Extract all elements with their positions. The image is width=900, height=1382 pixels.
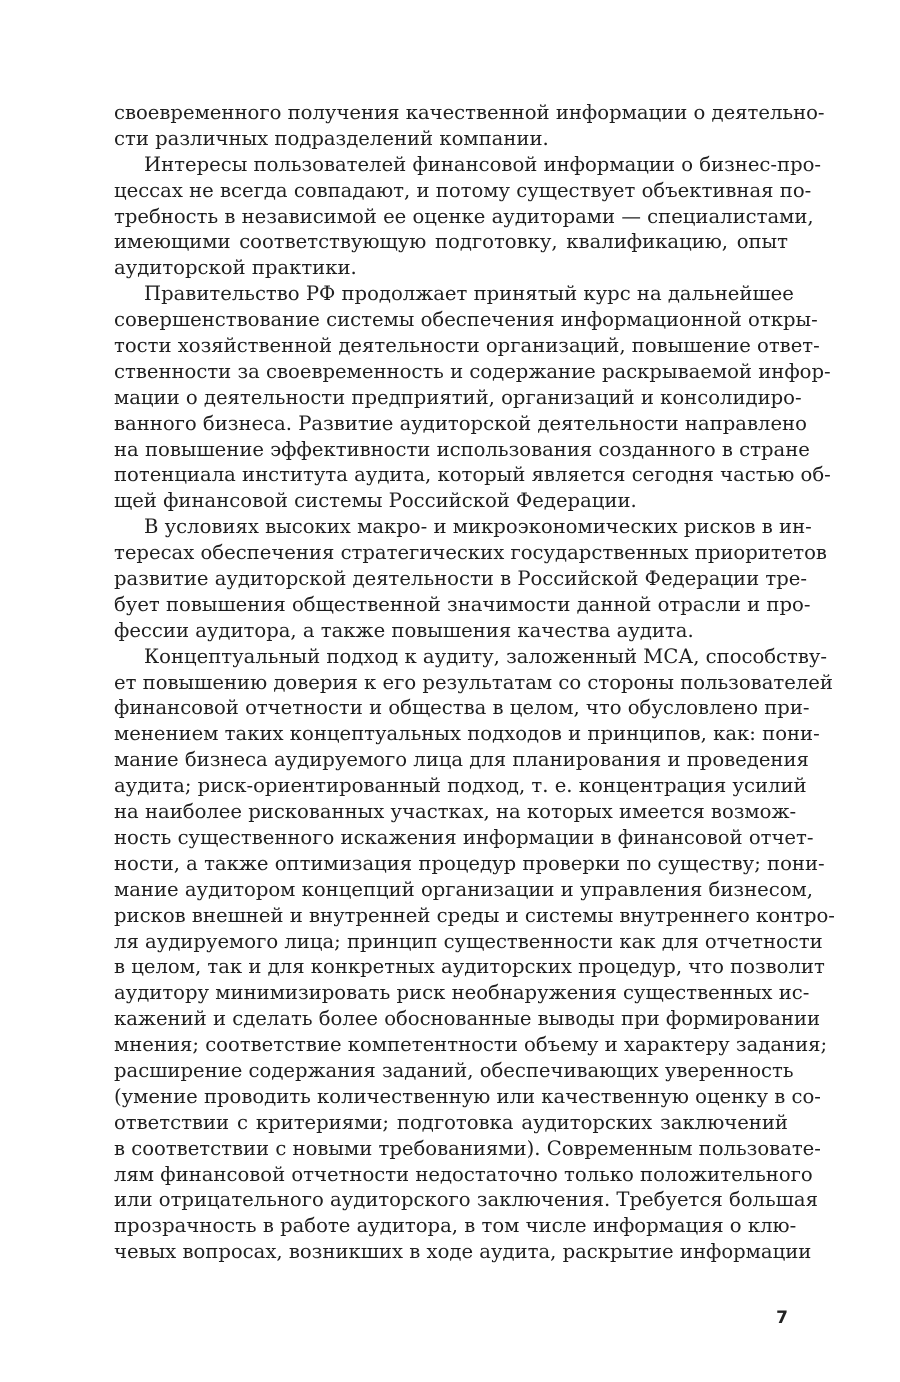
paragraph [114, 152, 822, 281]
paragraph [114, 281, 831, 514]
text-line: мации о деятельности предприятий, организаций и консолидиро- [114, 385, 802, 409]
page-body [114, 100, 835, 1265]
text-line: цессах не всегда совпадают, и потому существует объективная по- [114, 178, 812, 202]
text-line: аудиторской практики. [114, 256, 357, 280]
paragraph [114, 514, 827, 643]
paragraph [114, 100, 825, 152]
text-line: в целом, так и для конкретных аудиторских процедур, что позволит [114, 955, 825, 979]
text-line: ность существенного искажения информации в финансовой отчет- [114, 825, 814, 849]
page-number: 7 [776, 1308, 788, 1328]
text-line: тересах обеспечения стратегических государственных приоритетов [114, 541, 827, 565]
text-line: менением таких концептуальных подходов и принципов, как: пони- [114, 722, 820, 746]
text-line: чевых вопросах, возникших в ходе аудита, раскрытие информации [114, 1240, 812, 1264]
text-line: аудитору минимизировать риск необнаружения существенных ис- [114, 981, 810, 1005]
text-line: (умение проводить количественную или качественную оценку в со- [114, 1084, 821, 1108]
text-line: Концептуальный подход к аудиту, заложенный МСА, способству- [144, 644, 828, 668]
text-line: Правительство РФ продолжает принятый курс на дальнейшее [144, 282, 794, 306]
text-line: на наиболее рискованных участках, на которых имеется возмож- [114, 800, 797, 824]
text-line: мание бизнеса аудируемого лица для планирования и проведения [114, 748, 809, 772]
text-line: сти различных подразделений компании. [114, 126, 549, 150]
text-line: рисков внешней и внутренней среды и системы внутреннего контро- [114, 903, 835, 927]
text-line: кажений и сделать более обоснованные выводы при формировании [114, 1007, 821, 1031]
text-line: ответствии с критериями; подготовка аудиторских заключений [114, 1110, 788, 1134]
text-line: бует повышения общественной значимости данной отрасли и про- [114, 592, 811, 616]
text-line: на повышение эффективности использования созданного в стране [114, 437, 810, 461]
text-line: тости хозяйственной деятельности организаций, повышение ответ- [114, 334, 820, 358]
text-line: развитие аудиторской деятельности в Российской Федерации тре- [114, 567, 807, 591]
text-line: совершенствование системы обеспечения информационной откры- [114, 308, 818, 332]
text-line: финансовой отчетности и общества в целом, что обусловлено при- [114, 696, 810, 720]
text-line: Интересы пользователей финансовой информации о бизнес-про- [144, 152, 822, 176]
text-line: аудита; риск-ориентированный подход, т. е. концентрация усилий [114, 774, 807, 798]
text-line: В условиях высоких макро- и микроэкономических рисков в ин- [144, 515, 812, 539]
text-line: ля аудируемого лица; принцип существенности как для отчетности [114, 929, 823, 953]
text-line: ственности за своевременность и содержание раскрываемой инфор- [114, 359, 831, 383]
text-line: фессии аудитора, а также повышения качества аудита. [114, 618, 694, 642]
text-line: потенциала института аудита, который является сегодня частью об- [114, 463, 831, 487]
text-line: лям финансовой отчетности недостаточно только положительного [114, 1162, 813, 1186]
text-line: прозрачность в работе аудитора, в том числе информация о клю- [114, 1214, 797, 1238]
text-line: ванного бизнеса. Развитие аудиторской деятельности направлено [114, 411, 807, 435]
text-line: ет повышению доверия к его результатам со стороны пользователей [114, 670, 833, 694]
paragraph [114, 644, 835, 1265]
text-line: своевременного получения качественной информации о деятельно- [114, 101, 825, 124]
text-line: расширение содержания заданий, обеспечивающих уверенность [114, 1058, 794, 1082]
text-line: в соответствии с новыми требованиями). Современным пользовате- [114, 1136, 821, 1160]
text-line: требность в независимой ее оценке аудиторами — специалистами, [114, 204, 814, 228]
text-line: щей финансовой системы Российской Федерации. [114, 489, 637, 513]
text-line: мнения; соответствие компетентности объему и характеру задания; [114, 1033, 828, 1057]
text-line: или отрицательного аудиторского заключения. Требуется большая [114, 1188, 818, 1212]
text-line: мание аудитором концепций организации и управления бизнесом, [114, 877, 813, 901]
text-line: ности, а также оптимизация процедур проверки по существу; пони- [114, 851, 825, 875]
text-line: имеющими соответствующую подготовку, квалификацию, опыт [114, 230, 788, 254]
